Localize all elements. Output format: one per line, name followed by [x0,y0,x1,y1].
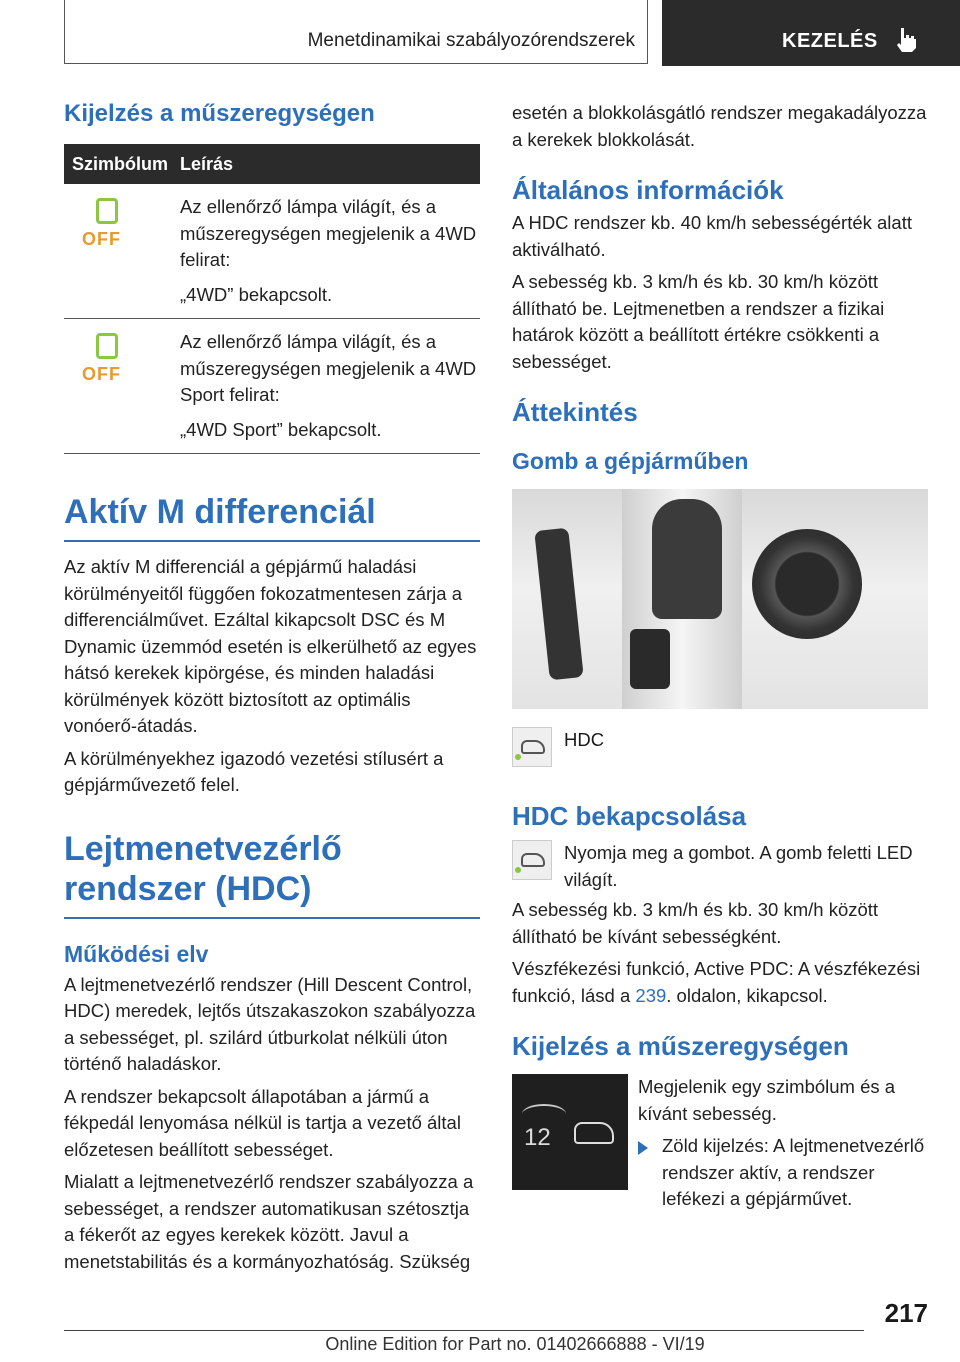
heading-display-2: Kijelzés a műszeregységen [512,1031,849,1061]
heading-button: Gomb a gépjárműben [512,448,749,474]
table-cell-description [180,184,480,319]
table-cell-symbol [64,319,180,454]
center-console-photo [512,489,928,709]
table-header-row [64,144,480,184]
chapter-tab [662,0,960,66]
heading-overview: Áttekintés [512,397,638,427]
row-status: „4WD” bekapcsolt. [180,283,333,305]
paragraph: A körülményekhez igazodó vezetési stílusért a gépjárművezető felel. [64,747,444,795]
page-header [0,0,960,66]
footer-text: Online Edition for Part no. 01402666888 - VI/19 [325,1334,705,1354]
table-header-description: Leírás [180,144,480,184]
list-item: Zöld kijelzés: A lejtmenetvezérlő rendszer aktív, a rendszer lefékezi a gépjárművet. [638,1133,928,1213]
table-row [64,184,480,319]
paragraph: Mialatt a lejtmenetvezérlő rendszer szabályozza a sebességet, a rendszer automatikusan szétosztja a fékerőt az egyes kerekek között. Javul a menetstabilitás és a kormányozhatóság. Szükség [64,1171,474,1272]
row-text: Az ellenőrző lámpa világít, és a műszeregységen megjelenik a 4WD felirat: [180,196,477,270]
table-row [64,319,480,454]
paragraph: A rendszer bekapcsolt állapotában a jármű a fékpedál lenyomása nélkül is tartja a vezető által előzetesen beállított sebességet. [64,1085,461,1160]
left-column [64,100,480,1275]
hdc-legend [512,727,928,767]
paragraph: A HDC rendszer kb. 40 km/h sebességérték alatt aktiválható. [512,212,912,260]
cluster-display-image: 12 [512,1074,628,1190]
hdc-button-icon [512,727,552,767]
heading-hdc: Lejtmenetvezérlő rendszer (HDC) [64,829,342,908]
paragraph: A sebesség kb. 3 km/h és kb. 30 km/h között állítható be. Lejtmenetben a rendszer a fizikai határok között a beállított értékre csökkenti a sebességet. [512,271,885,372]
section-title: Menetdinamikai szabályozórendszerek [307,30,635,51]
page-number: 217 [884,1298,928,1328]
4wd-sport-off-lamp-icon: OFF [78,331,136,389]
triangle-bullet-icon [638,1141,648,1155]
row-text: Az ellenőrző lámpa világít, és a műszeregységen megjelenik a 4WD Sport felirat: [180,331,477,405]
heading-active-m-diff: Aktív M differenciál [64,493,376,531]
heading-principle: Működési elv [64,940,209,967]
display-row [512,1074,928,1213]
section-tab [64,0,648,64]
paragraph: Megjelenik egy szimbólum és a kívánt sebesség. [638,1076,896,1124]
bullet-list [638,1133,928,1213]
heading-rule [64,917,480,919]
paragraph: Vészfékezési funkció, Active PDC: A vészfékezési funkció, lásd a 239. oldalon, kikapcsol. [512,958,921,1006]
activate-row [512,840,928,893]
page-ref-link[interactable]: 239 [635,984,667,1006]
heading-activate: HDC bekapcsolása [512,801,747,831]
4wd-off-lamp-icon: OFF [78,196,136,254]
paragraph: A sebesség kb. 3 km/h és kb. 30 km/h között állítható be kívánt sebességként. [512,899,879,947]
chapter-title: KEZELÉS [782,30,878,52]
right-column [512,100,928,1213]
heading-general: Általános információk [512,175,784,205]
heading-display: Kijelzés a műszeregységen [64,100,375,127]
table-header-symbol: Szimbólum [64,144,180,184]
hdc-button-icon [512,840,552,880]
paragraph: Az aktív M differenciál a gépjármű haladási körülményeitől függően fokozatmentesen zárja a differenciálművet. Ezáltal kikapcsolt DSC és M Dynamic üzemmód esetén is elkerülhető az egyes hátsó kerekek kipörgése, és minden haladási körülmények között biztosított az optimális vonóerő-átadás. [64,556,477,736]
footer [0,1334,960,1355]
paragraph: Nyomja meg a gombot. A gomb feletti LED világít. [564,842,913,890]
hand-pointer-icon [892,26,920,54]
row-status: „4WD Sport” bekapcsolt. [180,418,382,440]
paragraph: esetén a blokkolásgátló rendszer megakadályozza a kerekek blokkolását. [512,102,927,150]
paragraph: A lejtmenetvezérlő rendszer (Hill Descent Control, HDC) meredek, lejtős útszakaszokon szabályozza a sebességet, pl. szilárd útburkolat nélküli úton történő haladáskor. [64,973,476,1074]
table-cell-description [180,319,480,454]
hdc-label: HDC [564,729,605,750]
heading-rule [64,540,480,542]
footer-rule [64,1330,864,1331]
table-cell-symbol [64,184,180,319]
car-descent-icon [574,1122,614,1144]
symbol-table [64,144,480,454]
